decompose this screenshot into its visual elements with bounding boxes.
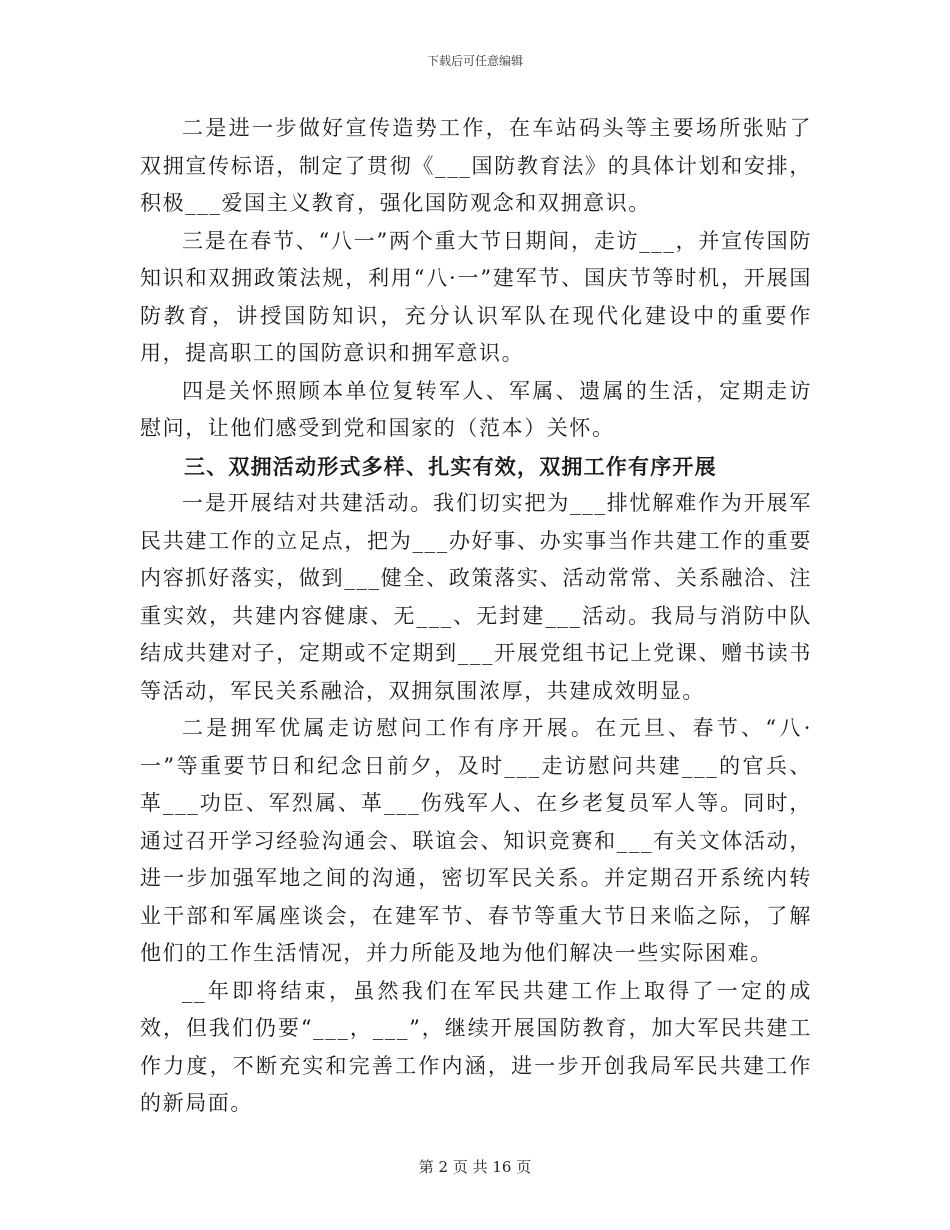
- page-number: 第 2 页 共 16 页: [418, 1158, 532, 1176]
- section-heading: 三、双拥活动形式多样、扎实有效，双拥工作有序开展: [184, 453, 717, 479]
- paragraph-joint-construction: 一是开展结对共建活动。我们切实把为___排忧解难作为开展军民共建工作的立足点，把为___办好事、办实事当作共建工作的重要内容抓好落实，做到___健全、政策落实、活动常常、关系融洽、注重实效，共建内容健康、无___、无封建___活动。我局与消防中队结成共建对子，定期或不定期到___开展党组书记上党课、赠书读书等活动，军民关系融洽，双拥氛围浓厚，共建成效明显。: [140, 491, 812, 703]
- paragraph-condolence-visits: 二是拥军优属走访慰问工作有序开展。在元旦、春节、“八·一”等重要节日和纪念日前夕，及时___走访慰问共建___的官兵、革___功臣、军烈属、革___伤残军人、在乡老复员军人等。同时，通过召开学习经验沟通会、联谊会、知识竞赛和___有关文体活动，进一步加强军地之间的沟通，密切军民关系。并定期召开系统内转业干部和军属座谈会，在建军节、春节等重大节日来临之际，了解他们的工作生活情况，并力所能及地为他们解决一些实际困难。: [140, 716, 812, 965]
- page-header: 下载后可任意编辑: [426, 54, 523, 68]
- paragraph-publicity: 二是进一步做好宣传造势工作，在车站码头等主要场所张贴了双拥宣传标语，制定了贯彻《___国防教育法》的具体计划和安排，积极___爱国主义教育，强化国防观念和双拥意识。: [140, 116, 812, 215]
- paragraph-care-veterans: 四是关怀照顾本单位复转军人、军属、遗属的生活，定期走访慰问，让他们感受到党和国家的（范本）关怀。: [140, 378, 812, 440]
- document-body: [140, 110, 812, 1123]
- paragraph-festival-visits: 三是在春节、“八一”两个重大节日期间，走访___，并宣传国防知识和双拥政策法规，利用“八·一”建军节、国庆节等时机，开展国防教育，讲授国防知识，充分认识军队在现代化建设中的重要作用，提高职工的国防意识和拥军意识。: [140, 228, 812, 365]
- paragraph-conclusion: __年即将结束，虽然我们在军民共建工作上取得了一定的成效，但我们仍要“___，___”，继续开展国防教育，加大军民共建工作力度，不断充实和完善工作内涵，进一步开创我局军民共建工作的新局面。: [140, 978, 812, 1115]
